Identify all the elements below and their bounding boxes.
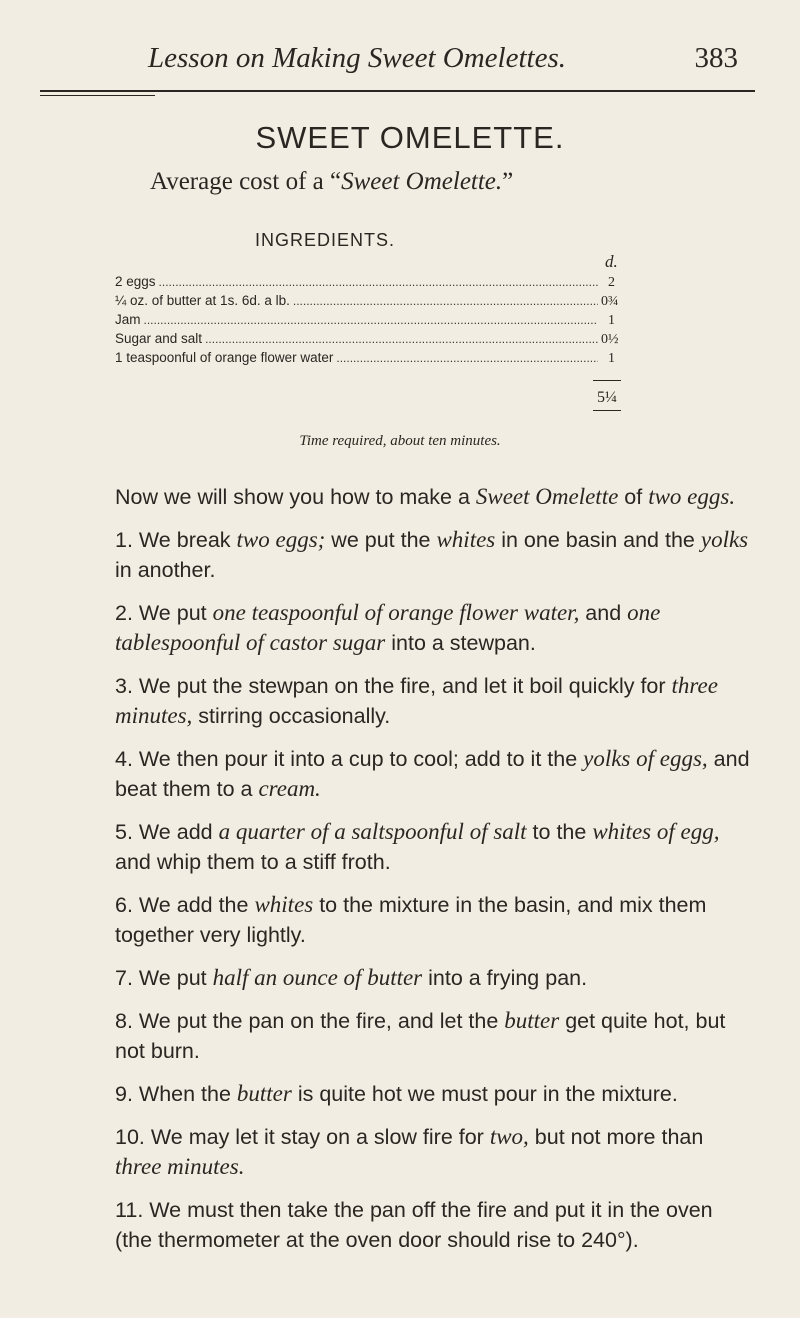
step-text: We put the pan on the fire, and let the <box>138 1009 505 1033</box>
step-paragraph <box>115 598 755 658</box>
dot-leader <box>293 294 598 308</box>
step-emphasis: three minutes, <box>115 673 718 728</box>
intro-paragraph <box>115 482 755 512</box>
ingredient-name: Sugar and salt <box>115 331 203 346</box>
cost-suffix: ” <box>502 168 514 195</box>
intro-text2: of <box>618 485 649 509</box>
ingredient-cost: 2 <box>608 275 615 290</box>
running-header <box>148 42 748 82</box>
step-number: 6. <box>115 893 139 917</box>
step-number: 9. <box>115 1082 139 1106</box>
step-number: 8. <box>115 1009 139 1033</box>
cost-prefix: Average cost of a “ <box>150 168 342 195</box>
step-number: 3. <box>115 674 139 698</box>
step-emphasis: cream. <box>258 776 321 801</box>
step-text: get quite hot, but not burn. <box>115 1009 726 1063</box>
total-cost: 5¼ <box>597 389 617 406</box>
header-rule <box>40 90 755 92</box>
ingredients-heading: INGREDIENTS. <box>255 230 396 250</box>
step-number: 2. <box>115 601 139 625</box>
step-text: to the <box>526 820 593 844</box>
step-emphasis: half an ounce of butter <box>212 965 423 990</box>
step-text: When the <box>138 1082 237 1106</box>
page-number: 383 <box>694 42 738 74</box>
step-number: 7. <box>115 966 139 990</box>
step-number: 5. <box>115 820 139 844</box>
step-emphasis: whites <box>254 892 314 917</box>
dot-leader <box>205 332 598 346</box>
ingredient-name: Jam <box>115 312 141 327</box>
step-emphasis: two eggs; <box>236 527 326 552</box>
step-text: into a frying pan. <box>422 966 588 990</box>
ingredient-name: 1 teaspoonful of orange flower water <box>115 350 334 365</box>
step-text: we put the <box>325 528 437 552</box>
step-number: 1. <box>115 528 139 552</box>
dot-leader <box>144 313 598 327</box>
intro-text: Now we will show you how to make a <box>115 485 476 509</box>
step-paragraph <box>115 671 755 731</box>
dot-leader <box>159 275 598 289</box>
total-rule-top <box>593 380 621 381</box>
step-text: is quite hot we must pour in the mixture. <box>291 1082 678 1106</box>
ingredient-cost: 1 <box>608 313 615 328</box>
cost-dish: Sweet Omelette. <box>341 168 503 195</box>
step-text: and whip them to a stiff froth. <box>115 850 391 874</box>
step-text: We add <box>138 820 219 844</box>
total-rule-bottom <box>593 410 621 411</box>
dot-leader <box>336 351 598 365</box>
step-paragraph <box>115 817 755 877</box>
step-text: in one basin and the <box>495 528 701 552</box>
ingredient-row <box>115 312 615 331</box>
step-text: We put <box>138 601 213 625</box>
step-paragraph <box>115 890 755 950</box>
intro-dish: Sweet Omelette <box>475 484 619 509</box>
step-number: 10. <box>115 1125 151 1149</box>
step-number: 11. <box>115 1198 150 1222</box>
cost-line <box>150 168 513 196</box>
running-title: Lesson on Making Sweet Omelettes. <box>148 42 567 74</box>
ingredient-name: 2 eggs <box>115 274 156 289</box>
step-text: We add the <box>138 893 255 917</box>
ingredient-cost: 1 <box>608 351 615 366</box>
step-text: We put <box>138 966 213 990</box>
step-text: into a stewpan. <box>385 631 536 655</box>
time-required: Time required, about ten minutes. <box>299 433 501 449</box>
step-text: and beat them to a <box>115 747 750 801</box>
step-paragraph <box>115 744 755 804</box>
step-text: and <box>579 601 628 625</box>
step-emphasis: two, <box>489 1124 529 1149</box>
step-emphasis: one tablespoonful of castor sugar <box>115 600 661 655</box>
ingredient-cost: 0½ <box>601 332 619 347</box>
step-emphasis: one teaspoonful of orange flower water, <box>212 600 580 625</box>
step-text: We break <box>138 528 237 552</box>
header-rule-thin <box>40 95 155 96</box>
ingredient-name: ¼ oz. of butter at 1s. 6d. a lb. <box>115 293 290 308</box>
step-paragraph <box>115 1195 755 1255</box>
step-emphasis: yolks <box>700 527 749 552</box>
step-paragraph <box>115 525 755 585</box>
step-text: to the mixture in the basin, and mix them together very lightly. <box>115 893 707 947</box>
step-text: stirring occasionally. <box>192 704 391 728</box>
step-text: We must then take the pan off the fire and put it in the oven (the thermometer at the oven door should rise to 240°). <box>115 1198 713 1252</box>
ingredients-table <box>115 274 619 369</box>
step-paragraph <box>115 1079 755 1109</box>
step-emphasis: whites of egg, <box>592 819 720 844</box>
ingredient-row <box>115 274 615 293</box>
step-text: We may let it stay on a slow fire for <box>150 1125 490 1149</box>
step-emphasis: whites <box>436 527 496 552</box>
step-text: in another. <box>115 558 216 582</box>
step-text: We put the stewpan on the fire, and let it boil quickly for <box>138 674 672 698</box>
step-text: We then pour it into a cup to cool; add to it the <box>138 747 584 771</box>
step-emphasis: a quarter of a saltspoonful of salt <box>218 819 527 844</box>
step-paragraph <box>115 963 755 993</box>
step-paragraph <box>115 1122 755 1182</box>
ingredient-cost: 0¾ <box>601 294 619 309</box>
page-title: SWEET OMELETTE. <box>255 120 565 155</box>
step-emphasis: butter <box>504 1008 560 1033</box>
ingredient-row <box>115 331 619 350</box>
instructions <box>115 482 755 1268</box>
step-text: but not more than <box>528 1125 704 1149</box>
unit-label: d. <box>605 252 618 271</box>
step-number: 4. <box>115 747 139 771</box>
step-emphasis: butter <box>236 1081 292 1106</box>
ingredient-row <box>115 350 615 369</box>
step-paragraph <box>115 1006 755 1066</box>
ingredient-row <box>115 293 619 312</box>
step-emphasis: yolks of eggs, <box>583 746 708 771</box>
step-emphasis: three minutes. <box>115 1154 245 1179</box>
intro-eggs: two eggs. <box>648 484 736 509</box>
